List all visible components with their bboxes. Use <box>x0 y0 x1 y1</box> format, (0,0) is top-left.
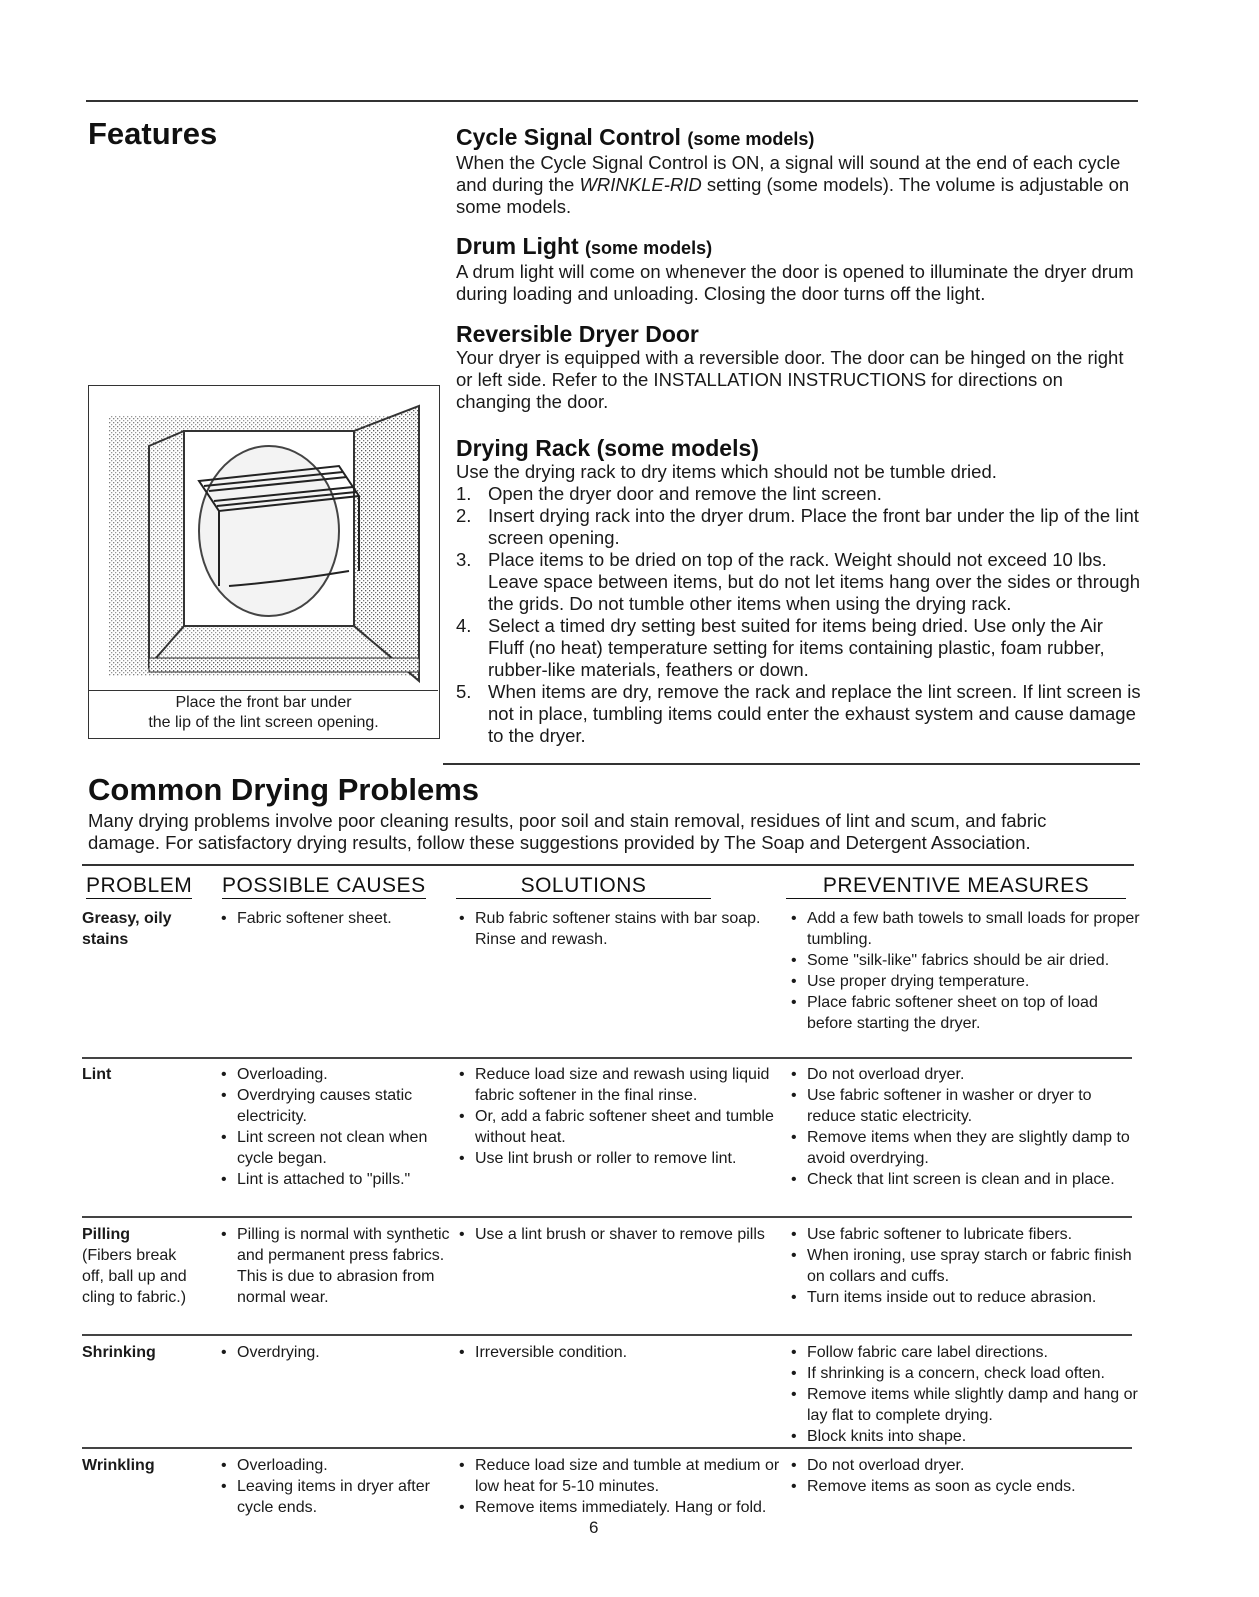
drying-rack-section <box>456 435 1141 747</box>
solutions-cell: • Reduce load size and tumble at medium or low heat for 5-10 minutes. • Remove items immediately. Hang or fold. <box>455 1455 785 1518</box>
table-row <box>82 908 1140 1053</box>
solutions-cell: • Rub fabric softener stains with bar soap. Rinse and rewash. <box>455 908 785 950</box>
cycle-signal-section <box>456 124 1141 218</box>
list-item: 5. When items are dry, remove the rack and replace the lint screen. If lint screen is not in place, tumbling items could enter the exhaust system and cause damage to the dryer. <box>456 681 1141 746</box>
list-item: 2. Insert drying rack into the dryer drum. Place the front bar under the lip of the lint screen opening. <box>456 505 1139 548</box>
drying-rack-heading: Drying Rack (some models) <box>456 435 759 461</box>
row-divider <box>82 1216 1132 1218</box>
causes-cell: • Overdrying. <box>217 1342 452 1363</box>
figure-caption: Place the front bar under the lip of the lint screen opening. <box>89 690 438 733</box>
causes-cell: • Overloading. • Overdrying causes static electricity. • Lint screen not clean when cycle began. • Lint is attached to "pills." <box>217 1064 452 1190</box>
row-divider <box>82 1057 1132 1059</box>
causes-cell: • Overloading. • Leaving items in dryer after cycle ends. <box>217 1455 452 1518</box>
problem-name: Wrinkling <box>82 1457 155 1474</box>
drying-rack-illustration <box>89 386 438 684</box>
causes-cell: • Fabric softener sheet. <box>217 908 452 929</box>
header-problem: PROBLEM <box>86 874 193 897</box>
features-title: Features <box>88 116 218 151</box>
solutions-cell: • Irreversible condition. <box>455 1342 785 1363</box>
table-top-rule <box>82 864 1134 866</box>
list-item: 1. Open the dryer door and remove the lint screen. <box>456 483 882 504</box>
table-row <box>82 1064 1132 1209</box>
drying-rack-figure <box>88 385 440 739</box>
solutions-cell: • Reduce load size and rewash using liquid fabric softener in the final rinse. • Or, add a fabric softener sheet and tumble without heat. • Use lint brush or roller to remove lint. <box>455 1064 785 1169</box>
row-divider <box>82 1334 1132 1336</box>
header-solutions: SOLUTIONS <box>456 874 711 899</box>
problems-intro: Many drying problems involve poor cleaning results, poor soil and stain removal, residues of lint and scum, and fabric damage. For satisfactory drying results, follow these suggestions provided by The Soap and Detergent Association. <box>88 810 1047 853</box>
preventive-cell: • Follow fabric care label directions. • If shrinking is a concern, check load often. • Remove items while slightly damp and hang or lay flat to complete drying. • Block knits into shape. <box>787 1342 1142 1447</box>
problem-name: Shrinking <box>82 1344 156 1361</box>
causes-cell: • Pilling is normal with synthetic and permanent press fabrics. This is due to abrasion from normal wear. <box>217 1224 452 1308</box>
preventive-cell: • Add a few bath towels to small loads for proper tumbling. • Some "silk-like" fabrics should be air dried. • Use proper drying temperature. • Place fabric softener sheet on top of load before starting the dryer. <box>787 908 1142 1034</box>
top-rule <box>86 100 1138 102</box>
reversible-door-section <box>456 321 1141 413</box>
problem-name: Pilling <box>82 1226 130 1243</box>
cycle-signal-body: When the Cycle Signal Control is ON, a signal will sound at the end of each cycle and during the WRINKLE-RID setting (some models). The volume is adjustable on some models. <box>456 152 1130 217</box>
page-number: 6 <box>589 1518 599 1537</box>
preventive-cell: • Use fabric softener to lubricate fibers. • When ironing, use spray starch or fabric finish on collars and cuffs. • Turn items inside out to reduce abrasion. <box>787 1224 1142 1308</box>
table-row <box>82 1224 1132 1329</box>
preventive-cell: • Do not overload dryer. • Remove items as soon as cycle ends. <box>787 1455 1142 1497</box>
problem-detail: (Fibers break off, ball up and cling to fabric.) <box>82 1247 187 1306</box>
drying-rack-intro: Use the drying rack to dry items which should not be tumble dried. <box>456 461 997 482</box>
cycle-signal-heading: Cycle Signal Control (some models) <box>456 124 815 150</box>
preventive-cell: • Do not overload dryer. • Use fabric softener in washer or dryer to reduce static electricity. • Remove items when they are slightly damp to avoid overdrying. • Check that lint screen is clean and in place. <box>787 1064 1142 1190</box>
drying-rack-steps <box>456 483 1141 747</box>
solutions-cell: • Use a lint brush or shaver to remove pills <box>455 1224 785 1245</box>
drum-light-heading: Drum Light (some models) <box>456 233 713 259</box>
reversible-door-heading: Reversible Dryer Door <box>456 321 699 347</box>
drum-light-body: A drum light will come on whenever the door is opened to illuminate the dryer drum during loading and unloading. Closing the door turns off the light. <box>456 261 1134 304</box>
problem-name: Lint <box>82 1066 112 1083</box>
table-row <box>82 1342 1138 1447</box>
header-preventive: PREVENTIVE MEASURES <box>786 874 1126 899</box>
header-causes: POSSIBLE CAUSES <box>222 874 426 897</box>
drum-light-section <box>456 233 1141 305</box>
list-item: 4. Select a timed dry setting best suited for items being dried. Use only the Air Fluff (no heat) temperature setting for items containing plastic, foam rubber, rubber-like materials, feathers or down. <box>456 615 1105 680</box>
section-rule <box>443 763 1140 765</box>
reversible-door-body: Your dryer is equipped with a reversible door. The door can be hinged on the right or left side. Refer to the INSTALLATION INSTRUCTIONS for directions on changing the door. <box>456 347 1124 412</box>
problems-title: Common Drying Problems <box>88 772 479 807</box>
problem-name: Greasy, oily stains <box>82 910 172 948</box>
row-divider <box>82 1447 1132 1449</box>
table-row <box>82 1455 1132 1535</box>
list-item: 3. Place items to be dried on top of the rack. Weight should not exceed 10 lbs. Leave space between items, but do not let items hang over the sides or through the grids. Do not tumble other items when using the drying rack. <box>456 549 1141 614</box>
